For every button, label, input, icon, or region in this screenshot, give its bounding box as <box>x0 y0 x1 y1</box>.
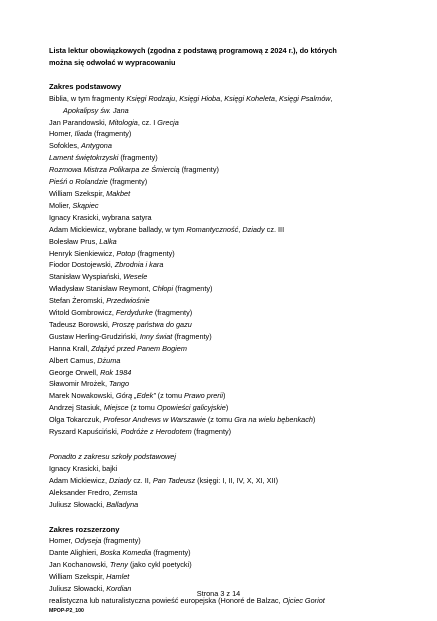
work-title: Rok 1984 <box>100 367 132 377</box>
item-text: cz. III <box>264 224 285 234</box>
item-text: Ryszard Kapuściński, <box>49 427 121 437</box>
list-item <box>49 295 409 307</box>
list-item <box>49 390 409 402</box>
work-title: Pan Tadeusz <box>152 475 196 485</box>
item-text: Witold Gombrowicz, <box>49 308 116 318</box>
list-item <box>49 475 409 487</box>
work-title: Ojciec Goriot <box>282 595 325 605</box>
item-text: (fragmenty) <box>92 129 132 139</box>
list-item <box>49 319 409 331</box>
item-text: ) <box>222 391 226 401</box>
work-title: Potop <box>116 248 136 258</box>
item-text: Marek Nowakowski, <box>49 391 116 401</box>
item-text: Sławomir Mrożek, <box>49 379 110 389</box>
section-intro: Ponadto z zakresu szkoły podstawowej <box>49 452 176 461</box>
list-item <box>49 236 409 248</box>
list-item <box>49 283 409 295</box>
section-1 <box>49 451 409 511</box>
list-item <box>49 355 409 367</box>
work-title: Balladyna <box>106 499 139 509</box>
item-text: (fragmenty) <box>101 536 141 546</box>
reading-list <box>49 81 409 607</box>
document-content <box>49 45 409 620</box>
work-title: Apokalipsy św. Jana <box>63 105 129 115</box>
item-text: (jako cykl poetycki) <box>127 560 192 570</box>
work-title: Pieśń o Rolandzie <box>49 177 108 187</box>
work-title: Księgi Rodzaju <box>126 93 176 103</box>
work-title: Wesele <box>123 272 148 282</box>
work-title: Zbrodnia i kara <box>114 260 164 270</box>
item-text: Dante Alighieri, <box>49 548 101 558</box>
work-title: Zdążyć przed Panem Bogiem <box>91 343 187 353</box>
work-title: Kordian <box>106 584 132 594</box>
work-title: Boska Komedia <box>100 548 152 558</box>
item-text: Juliusz Słowacki, <box>49 584 107 594</box>
item-text: (fragmenty) <box>151 548 191 558</box>
work-title: Mitologia <box>108 117 138 127</box>
page-number: Strona 3 z 14 <box>196 589 241 598</box>
item-text: Tadeusz Borowski, <box>49 319 112 329</box>
work-title: Iliada <box>74 129 92 139</box>
list-item <box>49 426 409 438</box>
item-text: ) <box>225 403 229 413</box>
item-text: , <box>330 93 333 103</box>
item-text: William Szekspir, <box>49 188 107 198</box>
item-text: Homer, <box>49 129 75 139</box>
item-text: Olga Tokarczuk, <box>49 415 104 425</box>
item-text: Molier, <box>49 200 73 210</box>
list-item <box>49 463 409 475</box>
item-text: Hanna Krall, <box>49 343 92 353</box>
work-title: Księgi Koheleta <box>224 93 275 103</box>
list-item <box>49 259 409 271</box>
work-title: Górą „Edek” <box>115 391 156 401</box>
list-item <box>49 105 409 117</box>
item-text: , <box>238 224 243 234</box>
work-title: Hamlet <box>106 572 130 582</box>
list-item <box>49 176 409 188</box>
item-text: George Orwell, <box>49 367 101 377</box>
item-text: Stanisław Wyspiański, <box>49 272 124 282</box>
work-title: Skąpiec <box>72 200 99 210</box>
item-text: (fragmenty) <box>179 165 219 175</box>
list-item <box>49 343 409 355</box>
work-title: Makbet <box>106 188 131 198</box>
item-text: , <box>220 93 225 103</box>
item-text: William Szekspir, <box>49 572 107 582</box>
work-title: Tango <box>109 379 130 389</box>
item-text: (fragmenty) <box>135 248 175 258</box>
item-text: Ignacy Krasicki, bajki <box>49 463 118 473</box>
list-item <box>49 200 409 212</box>
item-text: Bolesław Prus, <box>49 236 100 246</box>
item-text: , cz. I <box>137 117 158 127</box>
document-code: MPOP-P2_100 <box>49 608 84 614</box>
item-text: cz. II, <box>131 475 153 485</box>
list-item <box>49 378 409 390</box>
work-title: Dziady <box>242 224 265 234</box>
item-text: (z tomu <box>155 391 185 401</box>
item-text: Ignacy Krasicki, wybrana satyra <box>49 212 152 222</box>
work-title: Proszę państwa do gazu <box>111 319 192 329</box>
work-title: Treny <box>109 560 128 570</box>
work-title: Inny świat <box>139 331 173 341</box>
work-title: Antygona <box>81 141 112 151</box>
work-title: Podróże z Herodotem <box>120 427 192 437</box>
item-text: realistyczna lub naturalistyczna powieść europejska (Honoré de Balzac, <box>49 595 283 605</box>
list-item <box>49 535 409 547</box>
list-item <box>49 271 409 283</box>
work-title: Księgi Hioba <box>179 93 221 103</box>
item-text: (księgi: I, II, IV, X, XI, XII) <box>195 475 279 485</box>
list-item <box>49 128 409 140</box>
item-text: Jan Parandowski, <box>49 117 109 127</box>
list-item <box>49 307 409 319</box>
work-title: Lalka <box>99 236 117 246</box>
list-item <box>49 331 409 343</box>
item-text: (z tomu <box>205 415 235 425</box>
work-title: Romantyczność <box>186 224 239 234</box>
item-text: Adam Mickiewicz, wybrane ballady, w tym <box>49 224 187 234</box>
list-item <box>49 117 409 129</box>
work-title: Gra na wielu bębenkach <box>234 415 313 425</box>
list-item <box>49 367 409 379</box>
work-title: Profesor Andrews w Warszawie <box>103 415 206 425</box>
work-title: Dżuma <box>97 355 121 365</box>
work-title: Ferdydurke <box>115 308 153 318</box>
item-text: (fragmenty) <box>191 427 232 437</box>
item-text: Henryk Sienkiewicz, <box>49 248 117 258</box>
work-title: Chłopi <box>152 284 174 294</box>
item-text: (fragmenty) <box>172 331 212 341</box>
item-text: Biblia, w tym fragmenty <box>49 93 127 103</box>
list-item <box>49 414 409 426</box>
work-title: Odyseja <box>74 536 102 546</box>
list-item <box>49 571 409 583</box>
item-text: , <box>175 93 180 103</box>
item-text: Jan Kochanowski, <box>49 560 110 570</box>
section-heading: Zakres rozszerzony <box>49 524 120 534</box>
item-text: Adam Mickiewicz, <box>49 475 110 485</box>
item-text: (z tomu <box>128 403 157 413</box>
work-title: Księgi Psalmów <box>279 93 331 103</box>
item-text: Albert Camus, <box>49 355 98 365</box>
list-item <box>49 499 409 511</box>
work-title: Zemsta <box>113 487 138 497</box>
item-text: Homer, <box>49 536 75 546</box>
list-item <box>49 248 409 260</box>
list-item <box>49 188 409 200</box>
item-text: (fragmenty) <box>152 308 193 318</box>
list-item <box>49 164 409 176</box>
item-text: Sofokles, <box>49 141 82 151</box>
item-text: Władysław Stanisław Reymont, <box>49 284 153 294</box>
list-item <box>49 212 409 224</box>
list-item <box>49 402 409 414</box>
page-title: Lista lektur obowiązkowych (zgodna z podstawą programową z 2024 r.), do których można się odwołać w wypracowaniu <box>49 46 337 67</box>
list-item <box>49 547 409 559</box>
work-title: Prawo prerii <box>184 391 223 401</box>
list-item <box>49 559 409 571</box>
item-text: Juliusz Słowacki, <box>49 499 107 509</box>
work-title: Lament świętokrzyski <box>49 153 119 163</box>
section-0 <box>49 81 409 438</box>
item-text: Andrzej Stasiuk, <box>49 403 104 413</box>
item-text: (fragmenty) <box>107 177 148 187</box>
item-text: Fiodor Dostojewski, <box>49 260 115 270</box>
work-title: Dziady <box>109 475 132 485</box>
work-title: Przedwiośnie <box>106 296 150 306</box>
list-item <box>49 140 409 152</box>
work-title: Miejsce <box>103 403 129 413</box>
item-text: ) <box>312 415 316 425</box>
list-item <box>49 487 409 499</box>
list-item <box>49 93 409 105</box>
section-heading: Zakres podstawowy <box>49 81 122 91</box>
item-text: , <box>274 93 280 103</box>
item-text: Aleksander Fredro, <box>49 487 114 497</box>
work-title: Opowieści galicyjskie <box>156 403 226 413</box>
item-text: (fragmenty) <box>118 153 158 163</box>
list-item <box>49 224 409 236</box>
item-text: (fragmenty) <box>173 284 213 294</box>
work-title: Grecja <box>157 117 179 127</box>
list-item <box>49 152 409 164</box>
item-text: Gustaw Herling-Grudziński, <box>49 331 140 341</box>
work-title: Rozmowa Mistrza Polikarpa ze Śmiercią <box>49 165 180 175</box>
item-text: Stefan Żeromski, <box>49 296 107 306</box>
